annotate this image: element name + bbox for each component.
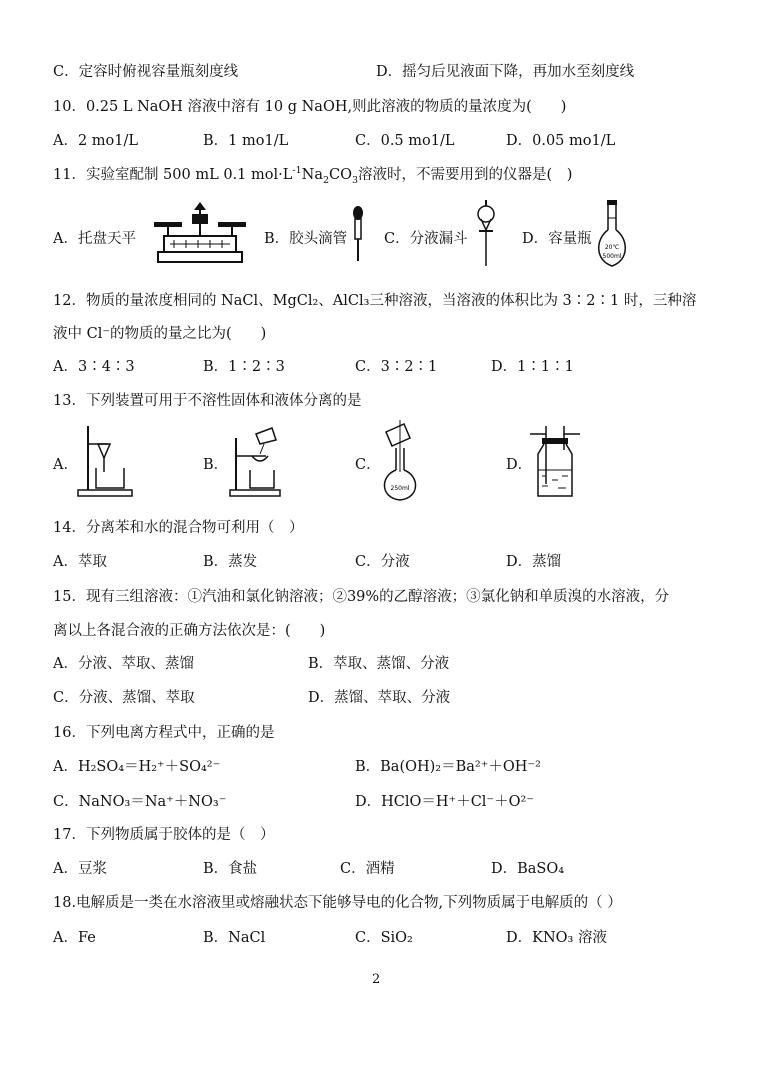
q14-option-b: B．蒸发 [203,554,258,570]
q11-stem-sub2: 3 [352,174,359,186]
q15-option-d: D．蒸馏、萃取、分液 [308,690,451,706]
q15-option-c: C．分液、蒸馏、萃取 [53,690,195,706]
transfer-to-flask-illustration [372,418,428,502]
q16-option-c: C．NaNO₃＝Na⁺＋NO₃⁻ [53,794,227,810]
q10-option-a: A．2 mo1/L [53,133,139,149]
q10-option-b: B．1 mo1/L [203,133,289,149]
q12-stem-line1: 12．物质的量浓度相同的 NaCl、MgCl₂、AlCl₃三种溶液，当溶液的体积比为 3∶2∶1 时，三种溶 [53,293,697,309]
q10-stem: 10．0.25 L NaOH 溶液中溶有 10 g NaOH,则此溶液的物质的量浓度为( ) [53,99,567,115]
q18-option-b: B．NaCl [203,930,266,946]
filtration-apparatus-illustration [74,424,136,498]
q16-option-d: D．HClO＝H⁺＋Cl⁻＋O²⁻ [355,794,534,810]
q18-stem: 18.电解质是一类在水溶液里或熔融状态下能够导电的化合物,下列物质属于电解质的（ ） [53,895,622,911]
q17-stem: 17．下列物质属于胶体的是（ ） [53,827,275,843]
q11-option-d: D．容量瓶 [522,231,592,247]
q13-stem: 13．下列装置可用于不溶性固体和液体分离的是 [53,393,362,409]
q11-stem-sup: -1 [292,165,302,177]
q9-option-d: D．摇匀后见液面下降，再加水至刻度线 [376,64,635,80]
q10-option-c: C．0.5 mo1/L [355,133,455,149]
q12-option-d: D．1∶1∶1 [491,359,574,375]
q17-option-a: A．豆浆 [53,861,107,877]
q18-option-d: D．KNO₃ 溶液 [506,930,607,946]
q11-stem-sub1: 2 [322,174,330,186]
q14-stem: 14．分离苯和水的混合物可利用（ ） [53,520,304,536]
q17-option-d: D．BaSO₄ [491,861,565,877]
flask-label-volume: 500ml [602,253,622,260]
q15-option-b: B．萃取、蒸馏、分液 [308,656,450,672]
q17-option-b: B．食盐 [203,861,258,877]
gas-washing-bottle-illustration [528,424,582,498]
q17-option-c: C．酒精 [340,861,395,877]
q12-stem-line2: 液中 Cl⁻的物质的量之比为( ) [53,326,267,342]
q16-stem: 16．下列电离方程式中，正确的是 [53,725,275,741]
q11-stem-part1: 11．实验室配制 500 mL 0.1 mol·L [53,167,293,183]
q9-option-c: C．定容时俯视容量瓶刻度线 [53,64,239,80]
q11-option-b: B．胶头滴管 [264,231,348,247]
q10-option-d: D．0.05 mo1/L [506,133,616,149]
q12-option-c: C．3∶2∶1 [355,359,438,375]
q11-stem-part2: Na [301,167,323,183]
q14-option-d: D．蒸馏 [506,554,562,570]
q11-option-a: A．托盘天平 [53,231,136,247]
q11-stem-part4: 溶液时，不需要用到的仪器是( ) [358,167,573,183]
q13-option-a: A． [53,457,78,473]
q18-option-a: A．Fe [53,930,96,946]
q11-stem-part3: CO [329,167,352,183]
q11-option-c: C．分液漏斗 [384,231,468,247]
q16-option-b: B．Ba(OH)₂＝Ba²⁺＋OH⁻² [355,759,541,775]
q15-stem-line2: 离以上各混合液的正确方法依次是：( ) [53,623,326,639]
q13-option-c: C． [355,457,381,473]
q18-option-c: C．SiO₂ [355,930,413,946]
q12-option-a: A．3∶4∶3 [53,359,135,375]
q13-option-d: D． [506,457,533,473]
evaporation-apparatus-illustration [226,420,286,498]
q12-option-b: B．1∶2∶3 [203,359,285,375]
flask-label-temp: 20℃ [604,244,620,251]
q13-flask-label: 250ml [390,485,410,492]
q13-option-b: B． [203,457,229,473]
balance-scale-illustration [152,200,248,266]
q14-option-a: A．萃取 [53,554,107,570]
q16-option-a: A．H₂SO₄＝H₂⁺＋SO₄²⁻ [53,759,221,775]
dropper-illustration [350,205,366,263]
volumetric-flask-illustration [594,200,630,268]
q14-option-c: C．分液 [355,554,410,570]
separatory-funnel-illustration [474,200,498,268]
q11-stem [53,163,572,184]
q15-stem-line1: 15．现有三组溶液：①汽油和氯化钠溶液；②39%的乙醇溶液；③氯化钠和单质溴的水溶液，分 [53,589,670,605]
page-number: 2 [372,972,381,987]
q15-option-a: A．分液、萃取、蒸馏 [53,656,194,672]
